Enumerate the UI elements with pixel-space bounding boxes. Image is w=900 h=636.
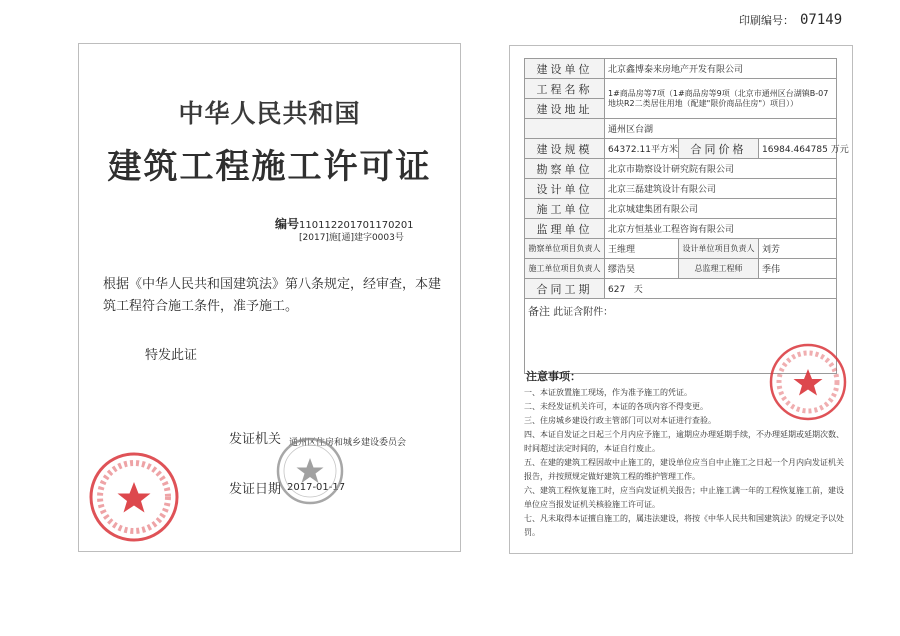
scale-label: 建设规模 xyxy=(525,139,605,159)
build-pm-value: 缪浩昊 xyxy=(605,259,679,279)
table-row xyxy=(525,199,837,219)
list-item: 四、本证自发证之日起三个月内应予施工，逾期应办理延期手续，不办理延期或延期次数、时间超过法定时间的，本证自行废止。 xyxy=(524,430,844,453)
list-item: 二、未经发证机关许可，本证的各项内容不得变更。 xyxy=(524,402,708,411)
supervise-unit-label: 监理单位 xyxy=(525,219,605,239)
special-note: 特发此证 xyxy=(145,348,198,363)
issue-date-value: 2017-01-17 xyxy=(287,482,346,493)
permit-detail-page xyxy=(509,45,853,554)
list-item: 六、建筑工程恢复施工时，应当向发证机关报告；中止施工满一年的工程恢复施工前，建设单位应当报发证机关核验施工许可证。 xyxy=(524,486,844,509)
issue-date-label: 发证日期 xyxy=(229,482,282,497)
certificate-code: [2017]施[通]建字0003号 xyxy=(299,233,404,243)
company-seal-icon xyxy=(768,342,848,422)
design-pm-value: 刘芳 xyxy=(759,239,837,259)
table-row xyxy=(525,79,837,99)
remark-value: 此证含附件： xyxy=(553,307,614,318)
table-row xyxy=(525,179,837,199)
cert-no-value: 110112201701170201 xyxy=(299,220,414,231)
remark-label: 备注 xyxy=(528,305,550,318)
build-unit-label: 施工单位 xyxy=(525,199,605,219)
contract-period-unit: 天 xyxy=(633,285,643,295)
design-pm-label: 设计单位项目负责人 xyxy=(679,239,759,259)
serial-number xyxy=(739,12,842,28)
permit-title: 建筑工程施工许可证 xyxy=(107,147,432,187)
contract-period-value: 627 xyxy=(608,285,626,295)
table-row xyxy=(525,219,837,239)
project-name-value: 1#商品房等7项（1#商品房等9项（北京市通州区台湖镇B-07地块R2二类居住用地（配建"限价商品住房"）项目）） xyxy=(605,79,837,119)
contract-price-label: 合同价格 xyxy=(679,139,759,159)
survey-unit-value: 北京市勘察设计研究院有限公司 xyxy=(605,159,837,179)
table-row xyxy=(525,59,837,79)
table-row xyxy=(525,239,837,259)
chief-supervisor-value: 季伟 xyxy=(759,259,837,279)
contract-price-unit: 万元 xyxy=(830,145,849,155)
survey-unit-label: 勘察单位 xyxy=(525,159,605,179)
table-row xyxy=(525,259,837,279)
design-unit-value: 北京三磊建筑设计有限公司 xyxy=(605,179,837,199)
issuer-value: 通州区住房和城乡建设委员会 xyxy=(289,438,407,448)
build-pm-label: 施工单位项目负责人 xyxy=(525,259,605,279)
survey-pm-value: 王维理 xyxy=(605,239,679,259)
build-unit-value: 北京城建集团有限公司 xyxy=(605,199,837,219)
authority-seal-icon xyxy=(275,436,345,506)
chief-supervisor-label: 总监理工程师 xyxy=(679,259,759,279)
contract-price-cell xyxy=(759,139,849,159)
list-item: 一、本证放置施工现场，作为准予施工的凭证。 xyxy=(524,388,692,397)
table-row xyxy=(525,159,837,179)
table-row xyxy=(525,119,837,139)
cert-no-label: 编号 xyxy=(275,217,300,231)
list-item: 五、在建的建筑工程因故中止施工的，建设单位应当自中止施工之日起一个月内向发证机关报告，并按照规定做好建筑工程的维护管理工作。 xyxy=(524,458,844,481)
table-row xyxy=(525,279,837,299)
permit-body-text: 根据《中华人民共和国建筑法》第八条规定，经审查，本建筑工程符合施工条件，准予施工。 xyxy=(103,277,442,314)
construction-unit-label: 建设单位 xyxy=(525,59,605,79)
serial-value: 07149 xyxy=(800,12,843,28)
supervise-unit-value: 北京方恒基业工程咨询有限公司 xyxy=(605,219,837,239)
issuer-label: 发证机关 xyxy=(229,432,282,447)
scale-value: 64372.11平方米 xyxy=(605,139,679,159)
survey-pm-label: 勘察单位项目负责人 xyxy=(525,239,605,259)
notes-title: 注意事项： xyxy=(526,370,581,383)
project-info-table xyxy=(524,58,849,374)
contract-period-label: 合同工期 xyxy=(525,279,605,299)
address-spacer xyxy=(525,119,605,139)
serial-label: 印刷编号： xyxy=(739,14,794,27)
country-title: 中华人民共和国 xyxy=(178,99,361,128)
company-seal-icon xyxy=(87,450,181,544)
address-value: 通州区台湖 xyxy=(605,119,837,139)
contract-price-value: 16984.464785 xyxy=(762,145,828,155)
table-row xyxy=(525,139,837,159)
list-item: 七、凡未取得本证擅自施工的，属违法建设，将按《中华人民共和国建筑法》的规定予以处罚。 xyxy=(524,514,844,537)
design-unit-label: 设计单位 xyxy=(525,179,605,199)
project-name-label: 工程名称 xyxy=(525,79,605,99)
list-item: 三、住房城乡建设行政主管部门可以对本证进行查验。 xyxy=(524,416,716,425)
permit-cover-page xyxy=(78,43,461,552)
construction-unit-value: 北京鑫博泰来房地产开发有限公司 xyxy=(605,59,837,79)
contract-period-cell xyxy=(605,279,837,299)
address-label: 建设地址 xyxy=(525,99,605,119)
